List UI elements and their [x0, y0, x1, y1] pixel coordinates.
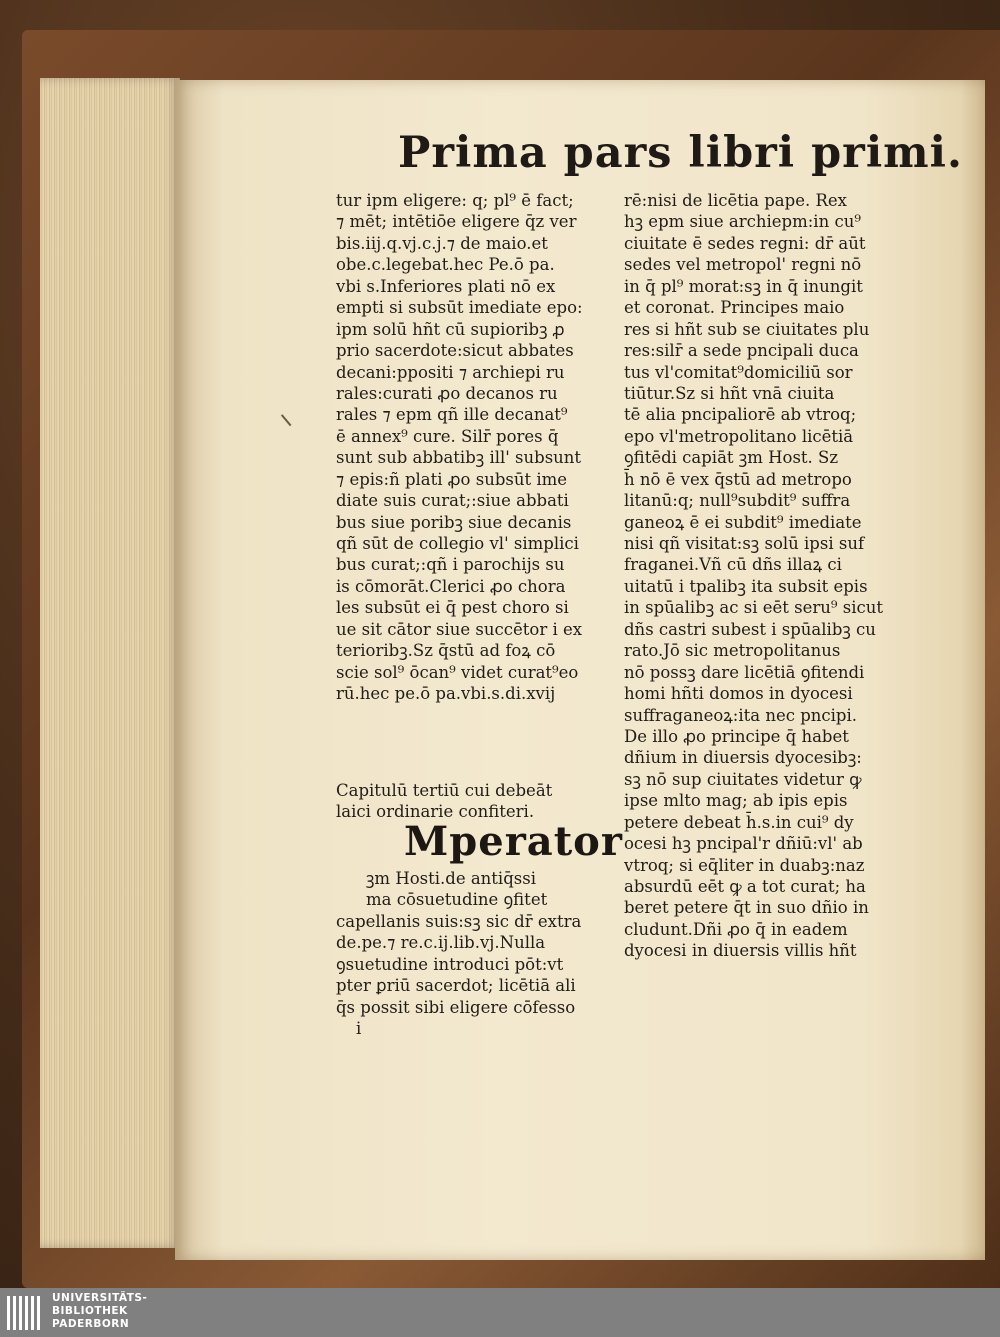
initial-letter: i	[356, 1019, 362, 1039]
running-head: Prima pars libri primi.	[398, 128, 963, 178]
text-line: in spūalibꝫ ac si eēt seru⁹ sicut	[624, 598, 884, 618]
text-line: tur ipm eligere: q; pl⁹ ē fact;	[336, 191, 574, 210]
chapter-title	[336, 780, 616, 823]
text-line: empti si subsūt imediate epo:	[336, 298, 583, 318]
text-line: vtroq; si eq̄liter in duabꝫ:naz	[624, 855, 865, 875]
text-line: de.pe.⁊ re.c.ij.lib.vj.Nulla	[336, 933, 546, 953]
text-line: homi hñti domos in dyocesi	[624, 684, 853, 704]
text-line: rales:curati ꝓo decanos ru	[336, 383, 558, 403]
text-line: ocesi hꝫ pncipal'r dñiū:vl' ab	[624, 834, 863, 854]
text-line: hꝫ epm siue archiepm:in cu⁹	[624, 212, 861, 232]
text-line: ciuitate ē sedes regni: dr̄ aūt	[624, 233, 866, 253]
text-line: ꝯsuetudine introduci pōt:vt	[336, 954, 564, 974]
text-line: h̄ nō ē vex q̄stū ad metropo	[624, 469, 852, 489]
library-logo-text	[52, 1292, 147, 1331]
text-line: dyocesi in diuersis villis hñt	[624, 941, 857, 961]
text-line: bus curat;:qñ i parochijs su	[336, 555, 565, 575]
text-line: pter ꝑriū sacerdot; licētiā ali	[336, 976, 576, 996]
chapter-text	[336, 868, 616, 1039]
left-column	[336, 190, 606, 705]
text-line: ē annex⁹ cure. Silr̄ pores q̄	[336, 426, 559, 446]
text-line: absurdū eēt ꝙ a tot curat; ha	[624, 877, 866, 896]
text-line: beret petere q̄t in suo dñio in	[624, 898, 869, 918]
text-line: rales ⁊ epm qñ ille decanat⁹	[336, 405, 568, 425]
text-line: ipm solū hñt cū supioribꝫ ꝓ	[336, 319, 565, 339]
text-line: res:silr̄ a sede pncipali duca	[624, 341, 859, 361]
text-line: nisi qñ visitat:sꝫ solū ipsi suf	[624, 534, 865, 553]
text-line: De illo ꝓo principe q̄ habet	[624, 726, 849, 746]
text-line: ꝫm Hosti.de antiq̄ssi	[366, 869, 536, 888]
text-line: bus siue poribꝫ siue decanis	[336, 512, 572, 532]
text-line: terioribꝫ.Sz q̄stū ad foꝝ cō	[336, 641, 556, 661]
text-line: ipse mlto mag; ab ipis epis	[624, 791, 848, 811]
text-line: dñs castri subest i spūalibꝫ cu	[624, 619, 876, 639]
text-line: suffraganeoꝝ:ita nec pncipi.	[624, 705, 858, 725]
footer-bar	[0, 1288, 1000, 1337]
text-line: nō possꝫ dare licētiā ꝯfitendi	[624, 662, 865, 682]
text-line: ꝯfitēdi capiāt ꝫm Host. Sz	[624, 448, 839, 468]
decorated-initial-word: Mperator	[404, 818, 623, 865]
text-line: rē:nisi de licētia pape. Rex	[624, 191, 847, 210]
text-line: petere debeat h̄.s.in cui⁹ dy	[624, 812, 854, 832]
text-line: ⁊ mēt; intētiōe eligere q̄z ver	[336, 212, 577, 232]
text-line: ma cōsuetudine ꝯfitet	[366, 890, 548, 910]
text-line: tiūtur.Sz si hñt vnā ciuita	[624, 383, 835, 403]
library-logo-icon	[4, 1292, 48, 1334]
text-line: res si hñt sub se ciuitates plu	[624, 319, 870, 339]
text-line: epo vl'metropolitano licētiā	[624, 426, 854, 446]
text-line: q̄s possit sibi eligere cōfesso	[336, 997, 576, 1017]
text-line: rū.hec pe.ō pa.vbi.s.di.xvij	[336, 684, 556, 704]
text-line: uitatū i tpalibꝫ ita subsit epis	[624, 576, 868, 596]
text-line: ganeoꝝ ē ei subdit⁹ imediate	[624, 512, 862, 532]
text-line: capellanis suis:sꝫ sic dr̄ extra	[336, 911, 582, 931]
right-column	[624, 190, 894, 962]
text-line: diate suis curat;:siue abbati	[336, 491, 569, 511]
text-line: ⁊ epis:ñ plati ꝓo subsūt ime	[336, 469, 568, 489]
logo-line-3: PADERBORN	[52, 1318, 130, 1330]
text-line: in q̄ pl⁹ morat:sꝫ in q̄ inungit	[624, 276, 863, 296]
text-line: et coronat. Principes maio	[624, 298, 845, 318]
logo-line-2: BIBLIOTHEK	[52, 1305, 128, 1317]
text-line: decani:ppositi ⁊ archiepi ru	[336, 362, 565, 382]
text-line: sꝫ nō sup ciuitates videtur ꝙ	[624, 769, 862, 789]
chapter-title-line: Capitulū tertiū cui debeāt	[336, 781, 553, 800]
page-edges	[40, 78, 180, 1248]
text-line: prio sacerdote:sicut abbates	[336, 341, 574, 361]
text-line: scie sol⁹ ōcan⁹ videt curat⁹eo	[336, 662, 579, 682]
text-line: fraganei.Vñ cū dñs illaꝝ ci	[624, 555, 842, 575]
text-line: bis.iij.q.vj.c.j.⁊ de maio.et	[336, 233, 548, 253]
text-line: tē alia pncipaliorē ab vtroq;	[624, 405, 857, 425]
logo-line-1: UNIVERSITÄTS-	[52, 1292, 148, 1304]
text-line: cludunt.Dñi ꝓo q̄ in eadem	[624, 919, 848, 939]
text-line: qñ sūt de collegio vl' simplici	[336, 534, 579, 553]
text-line: sedes vel metropol' regni nō	[624, 255, 862, 275]
text-line: rato.Jō sic metropolitanus	[624, 641, 841, 661]
chapter-title-line: laici ordinarie confiteri.	[336, 802, 535, 822]
text-line: litanū:q; null⁹subdit⁹ suffra	[624, 491, 851, 511]
text-line: tus vl'comitat⁹domiciliū sor	[624, 362, 853, 382]
text-line: is cōmorāt.Clerici ꝓo chora	[336, 576, 566, 596]
text-line: vbi s.Inferiores plati nō ex	[336, 276, 556, 296]
text-line: dñium in diuersis dyocesibꝫ:	[624, 748, 862, 768]
text-line: obe.c.legebat.hec Pe.ō pa.	[336, 255, 555, 275]
text-line: sunt sub abbatibꝫ ill' subsunt	[336, 448, 582, 468]
text-line: les subsūt ei q̄ pest choro si	[336, 598, 569, 618]
text-line: ue sit cātor siue succētor i ex	[336, 619, 583, 639]
